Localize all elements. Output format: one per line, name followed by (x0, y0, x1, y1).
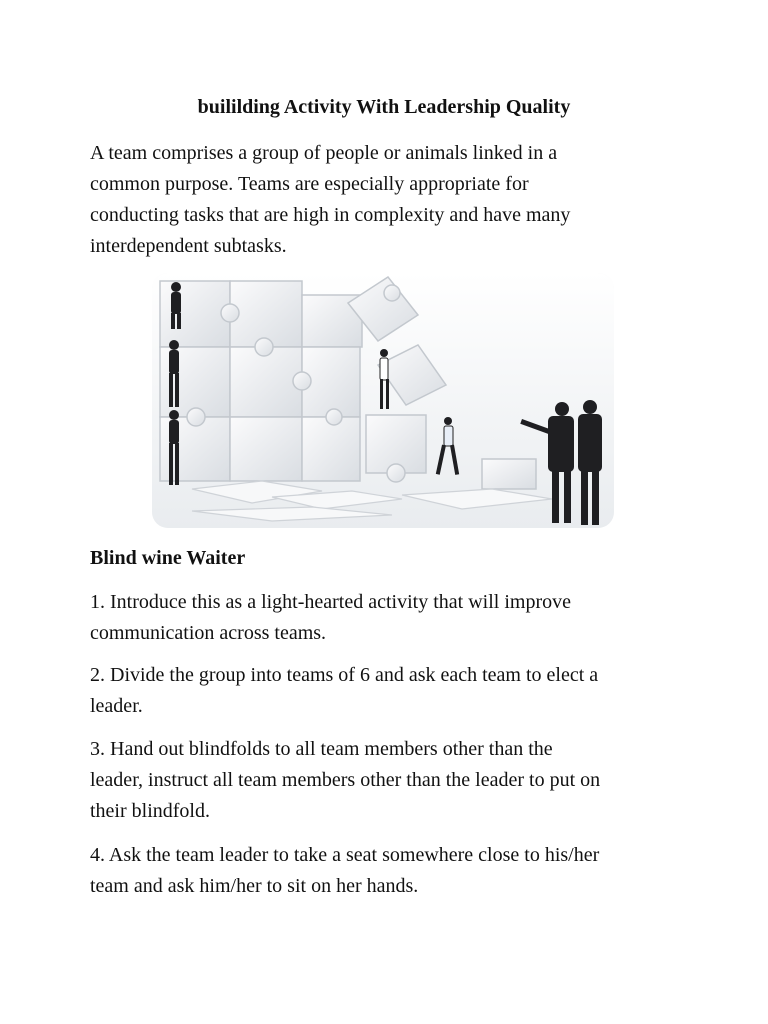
teamwork-puzzle-image (152, 273, 614, 528)
step-line: leader. (90, 695, 143, 717)
step-line: leader, instruct all team members other than the leader to put on (90, 769, 601, 791)
step-line: 2. Divide the group into teams of 6 and ask each team to elect a (90, 664, 599, 686)
step-line: their blindfold. (90, 800, 210, 822)
step-line: 3. Hand out blindfolds to all team members other than the (90, 738, 553, 760)
step-3 (90, 734, 690, 827)
step-line: 4. Ask the team leader to take a seat somewhere close to his/her (90, 844, 600, 866)
step-1 (90, 587, 690, 649)
intro-line: common purpose. Teams are especially appropriate for (90, 173, 529, 195)
step-2 (90, 660, 690, 722)
step-line: 1. Introduce this as a light-hearted activity that will improve (90, 591, 571, 613)
intro-line: interdependent subtasks. (90, 235, 287, 257)
document-title: buililding Activity With Leadership Quality (197, 96, 571, 118)
section-heading: Blind wine Waiter (90, 547, 246, 569)
intro-line: A team comprises a group of people or animals linked in a (90, 142, 558, 164)
step-line: communication across teams. (90, 622, 327, 644)
intro-line: conducting tasks that are high in complexity and have many (90, 204, 571, 226)
step-4 (90, 840, 690, 902)
step-line: team and ask him/her to sit on her hands. (90, 875, 419, 897)
puzzle-wall (160, 281, 362, 481)
intro-paragraph (90, 138, 690, 262)
